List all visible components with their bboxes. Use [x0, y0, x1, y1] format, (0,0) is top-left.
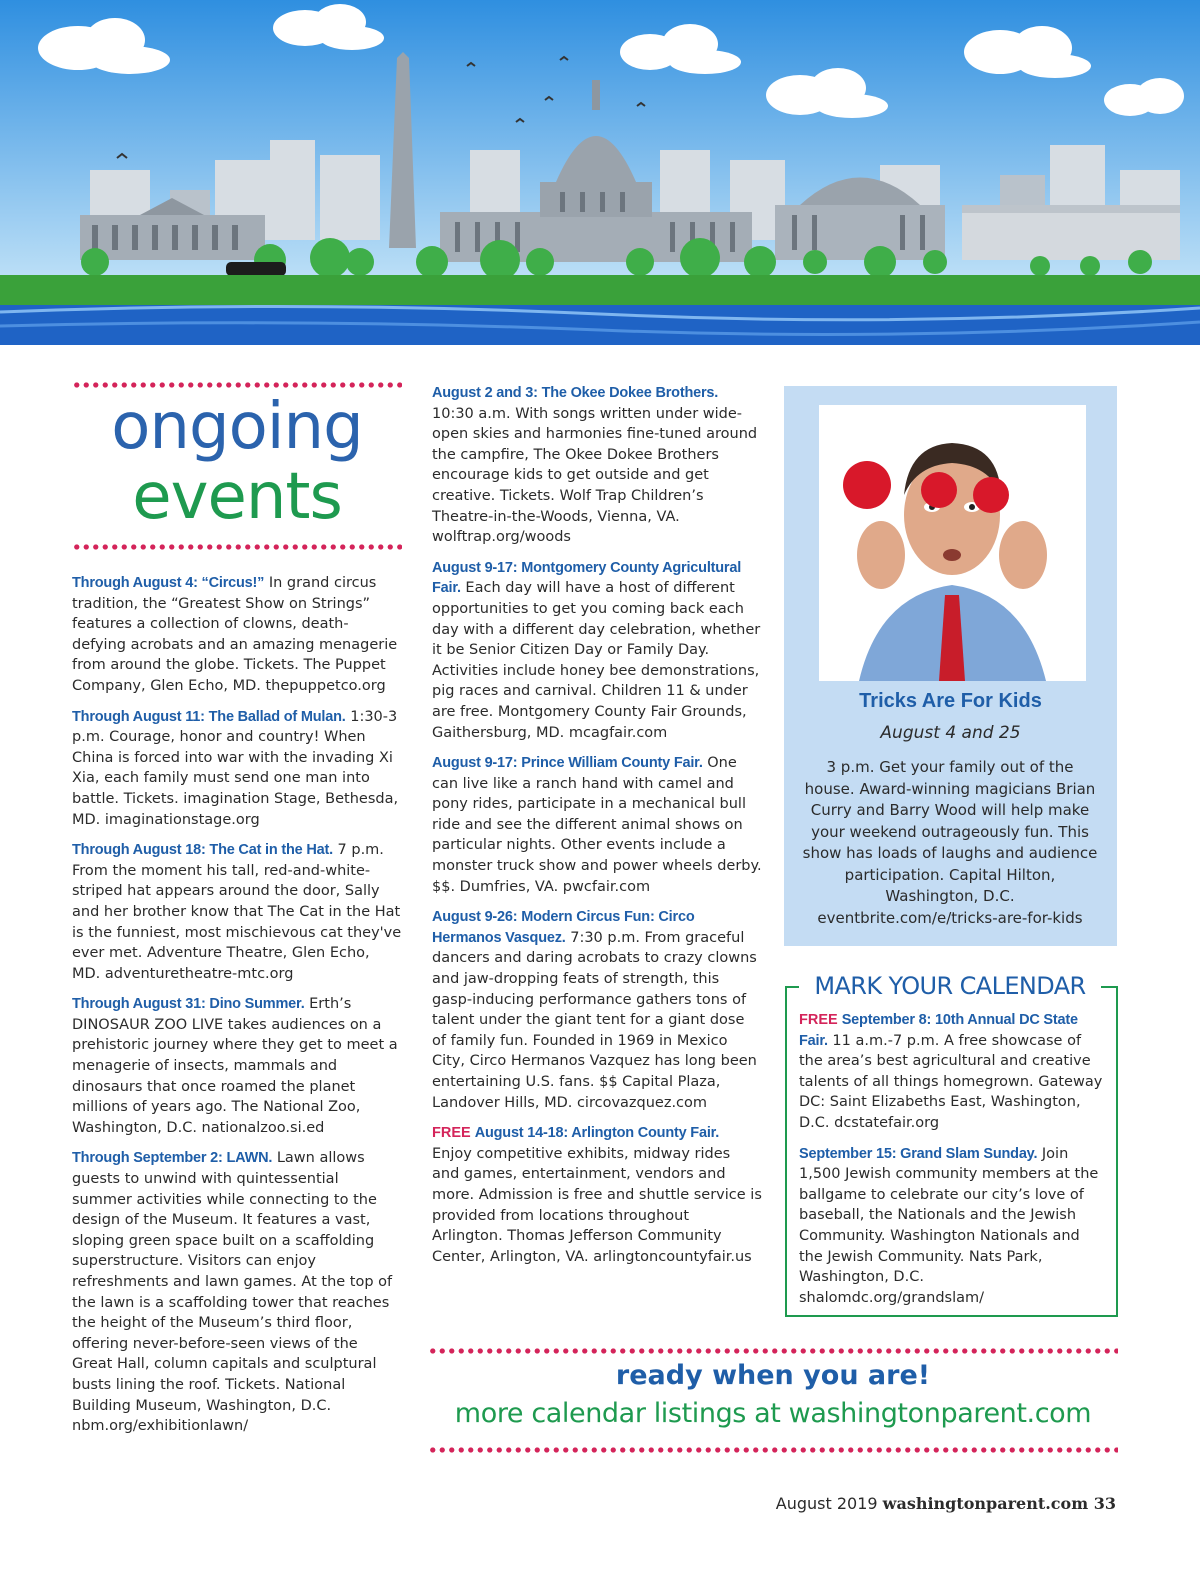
- event-body: 10:30 a.m. With songs written under wide-open skies and harmonies fine-tuned around the campfire, The Okee Dokee Brothers encourage kids to get outside and get creative. Tickets. Wolf Trap Children’s Theatre-in-the-Woods, Vienna, VA. wolftrap.org/woods: [432, 405, 758, 546]
- event-body: 11 a.m.-7 p.m. A free showcase of the area’s best agricultural and creative talents of all things homegrown. Gateway DC: Saint Elizabeths East, Washington, D.C. dcstatefair.org: [799, 1032, 1103, 1131]
- event-item: [432, 753, 762, 897]
- middle-event-list: [432, 383, 762, 1277]
- page-number: 33: [1088, 1494, 1116, 1513]
- dotted-divider-bottom-left: [72, 544, 402, 550]
- event-body: One can live like a ranch hand with camel and pony rides, participate in a mechanical bull ride and see the different animal shows on particular nights. Other events include a monster truck show and power wheels derby. $$. Dumfries, VA. pwcfair.com: [432, 755, 762, 895]
- event-body: 1:30-3 p.m. Courage, honor and country! When China is forced into war with the invading Xi Xia, each family must send one man into battle. Tickets. imagination Stage, Bethesda, MD. imaginationstage.org: [72, 708, 399, 828]
- event-heading: August 9-17: Prince William County Fair.: [432, 755, 703, 772]
- event-heading: Through August 11: The Ballad of Mulan.: [72, 708, 346, 725]
- dotted-divider-promo-top: [428, 1348, 1118, 1354]
- event-heading: Through August 18: The Cat in the Hat.: [72, 842, 333, 859]
- calendar-box-top-border-left: [785, 986, 799, 988]
- event-item: [72, 573, 402, 697]
- event-heading: Through August 31: Dino Summer.: [72, 996, 305, 1013]
- event-heading: Through August 4: “Circus!”: [72, 575, 265, 591]
- dotted-divider-top-left: [72, 382, 402, 388]
- event-body: 7 p.m. From the moment his tall, red-and-white-striped hat appears around the door, Sally and her brother know that The Cat in the Hat is the funniest, most mischievous cat they've ever met. Adventure Theatre, Glen Echo, MD. adventuretheatre-mtc.org: [72, 842, 402, 982]
- event-heading: September 15: Grand Slam Sunday.: [799, 1145, 1038, 1162]
- event-item: [432, 907, 762, 1113]
- event-item: [432, 383, 762, 548]
- featured-event-title: Tricks Are For Kids: [859, 690, 1042, 712]
- dotted-divider-promo-bottom: [428, 1447, 1118, 1453]
- event-body: Lawn allows guests to unwind with quintessential summer activities while connecting to the design of the Museum. It features a vast, sloping green space built on a scaffolding superstructure. Visitors can enjoy refreshments and lawn games. At the top of the lawn is a scaffolding tower that reaches the height of the Museum’s third floor, offering never-before-seen views of the Great Hall, column capitals and sculptural busts lining the roof. Tickets. National Building Museum, Washington, D.C. nbm.org/exhibitionlawn/: [72, 1150, 393, 1435]
- featured-event-date: August 4 and 25: [880, 723, 1021, 743]
- magician-photo: [819, 405, 1086, 681]
- footer-site: washingtonparent.com: [882, 1494, 1089, 1513]
- event-body: 7:30 p.m. From graceful dancers and daring acrobats to crazy clowns and jaw-dropping feats of strength, this gasp-inducing performance gathers tons of talent under the giant tent for a giant dose of family fun. Founded in 1969 in Mexico City, Circo Hermanos Vazquez has long been entertaining U.S. fans. $$ Capital Plaza, Landover Hills, MD. circovazquez.com: [432, 929, 757, 1111]
- event-heading: August 2 and 3: The Okee Dokee Brothers.: [432, 385, 719, 401]
- promo-link-text[interactable]: more calendar listings at washingtonparent.com: [454, 1398, 1092, 1429]
- event-item: [72, 994, 402, 1138]
- washington-skyline-banner: [0, 0, 1200, 345]
- event-body: Enjoy competitive exhibits, midway rides and games, entertainment, vendors and more. Admission is free and shuttle service is provided from locations throughout Arlington. Thomas Jefferson Community Center, Arlington, VA. arlingtoncountyfair.us: [432, 1145, 762, 1265]
- event-heading: September 8: 10th Annual DC State Fair.: [799, 1012, 1078, 1049]
- event-heading: August 9-26: Modern Circus Fun: Circo Hermanos Vasquez.: [432, 909, 695, 946]
- calendar-box-top-border-right: [1101, 986, 1116, 988]
- free-badge: FREE: [799, 1012, 842, 1028]
- event-item: [432, 1123, 762, 1267]
- promo-headline: ready when you are!: [615, 1360, 931, 1391]
- event-body: In grand circus tradition, the “Greatest Show on Strings” features a collection of clowns, death-defying acrobats and an amazing menagerie from around the globe. Tickets. The Puppet Company, Glen Echo, MD. thepuppetco.org: [72, 575, 398, 694]
- free-badge: FREE: [432, 1125, 475, 1142]
- event-item: [432, 558, 762, 743]
- event-heading: Through September 2: LAWN.: [72, 1150, 273, 1167]
- event-item: [72, 707, 402, 831]
- event-item: [799, 1144, 1107, 1309]
- event-item: [72, 840, 402, 984]
- event-heading: August 14-18: Arlington County Fair.: [474, 1125, 720, 1142]
- page-footer: [776, 1494, 1116, 1513]
- event-body: Join 1,500 Jewish community members at the ballgame to celebrate our city’s love of baseball, the Nationals and the Jewish Community. Washington Nationals and the Jewish Community. Nats Park, Washington, D.C. shalomdc.org/grandslam/: [799, 1145, 1099, 1306]
- calendar-event-list: [799, 1010, 1107, 1318]
- event-body: Erth’s DINOSAUR ZOO LIVE takes audiences on a prehistoric journey where they get to meet a menagerie of insects, mammals and dinosaurs that once roamed the planet millions of years ago. The National Zoo, Washington, D.C. nationalzoo.si.ed: [72, 996, 398, 1136]
- event-body: Each day will have a host of different opportunities to get you coming back each day with a different day celebration, whether it be Senior Citizen Day or Family Day. Activities include honey bee demonstrations, pig races and carnival. Children 11 & under are free. Montgomery County Fair Grounds, Gaithersburg, MD. mcagfair.com: [432, 580, 761, 741]
- event-item: [72, 1148, 402, 1436]
- footer-date: August 2019: [775, 1494, 883, 1513]
- featured-event-description: 3 p.m. Get your family out of the house. Award-winning magicians Brian Curry and Barry Wood will help make your weekend outrageously fun. This show has loads of laughs and audience participation. Capital Hilton, Washington, D.C. eventbrite.com/e/tricks-are-for-kids: [802, 758, 1098, 927]
- left-event-list: [72, 573, 402, 1447]
- calendar-title: MARK YOUR CALENDAR: [814, 972, 1086, 1000]
- event-heading: August 9-17: Montgomery County Agricultural Fair.: [432, 559, 742, 597]
- title-ongoing: ongoing: [111, 390, 363, 464]
- title-events: events: [132, 460, 342, 534]
- event-item: [799, 1010, 1107, 1134]
